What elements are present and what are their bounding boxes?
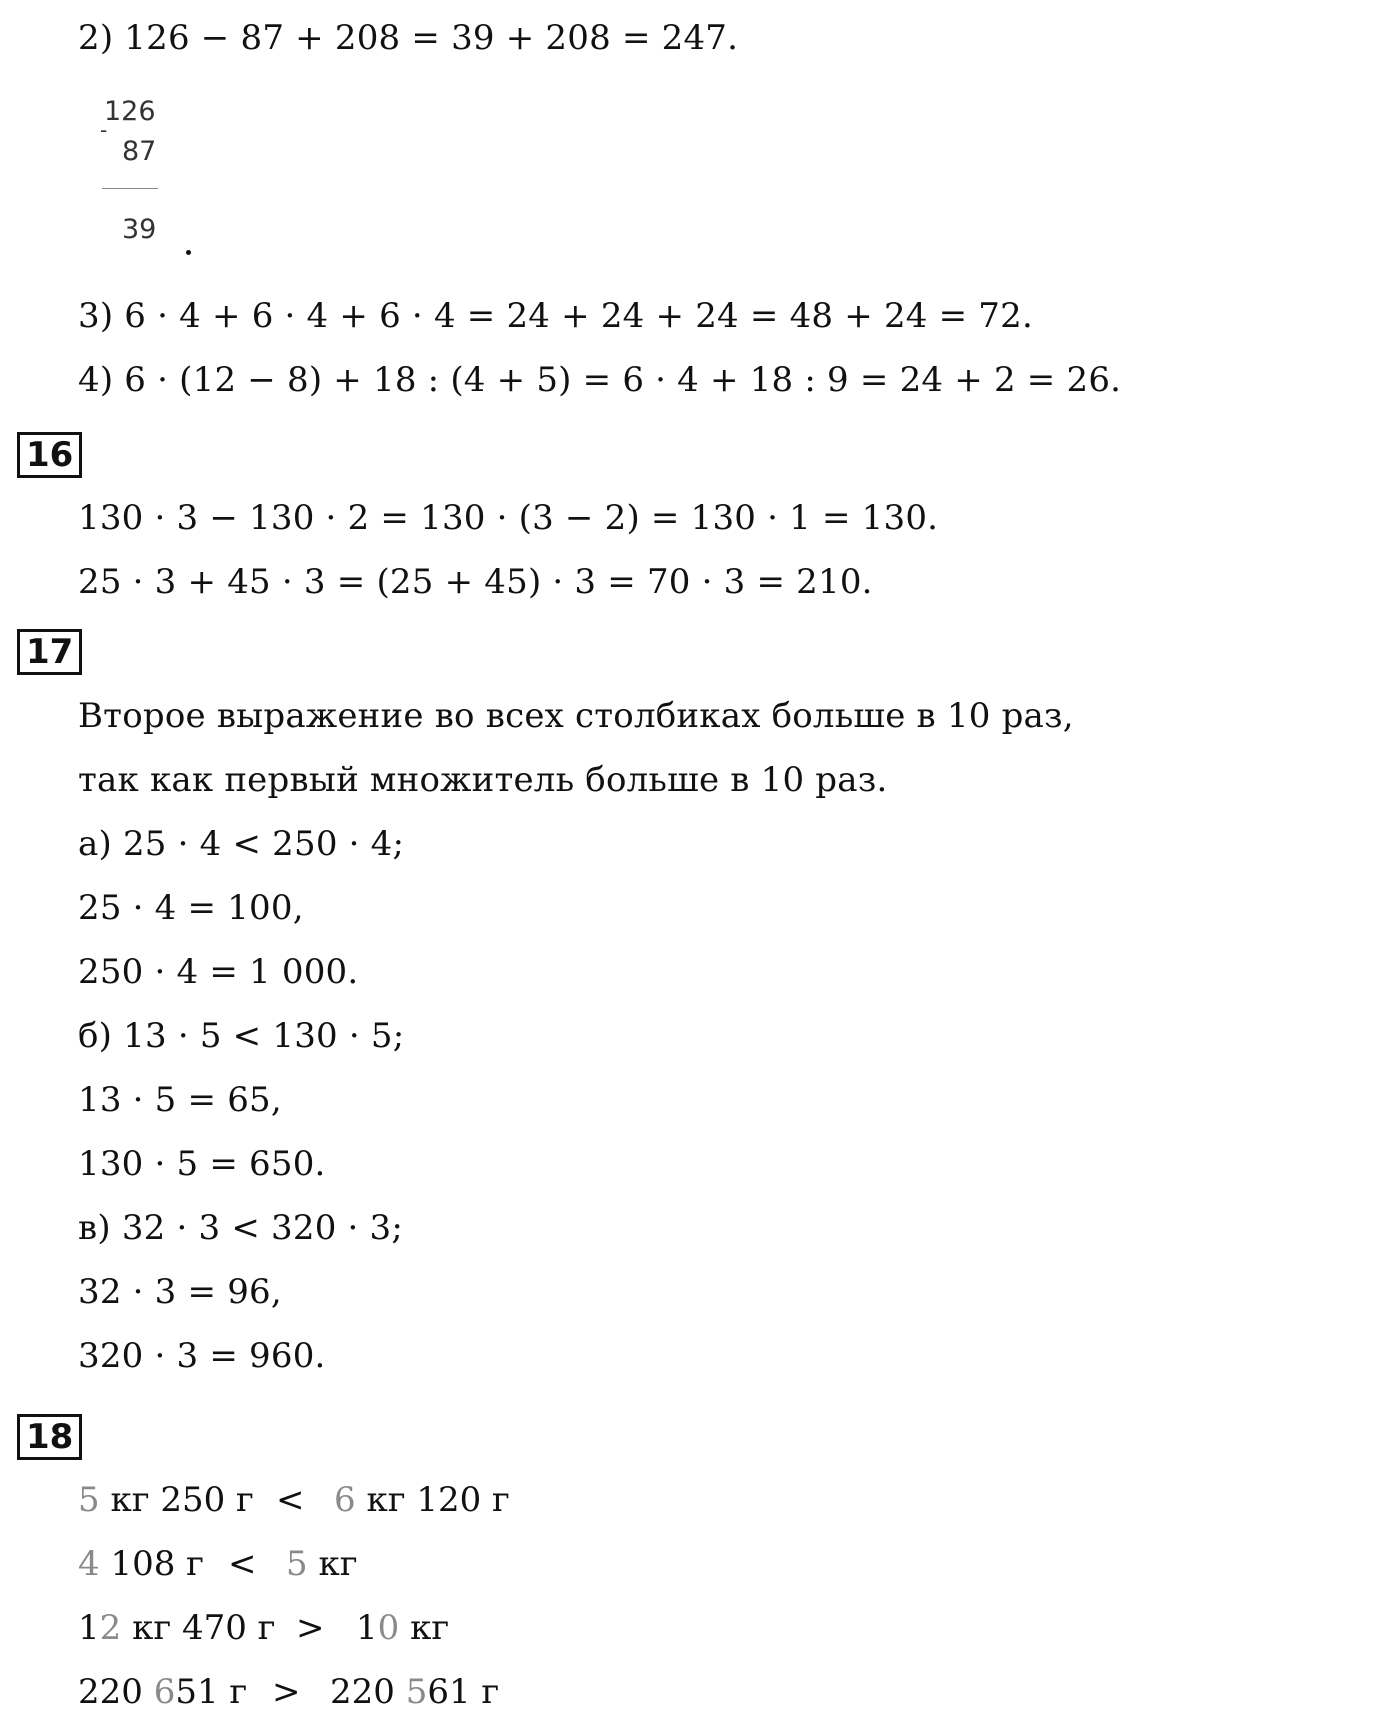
comparison-sign: >: [272, 1672, 301, 1712]
task17-line: 250 · 4 = 1 000.: [78, 952, 359, 992]
task-number-18: 18: [17, 1414, 82, 1460]
comparison-sign: <: [228, 1544, 257, 1584]
comparison-left: [78, 1670, 247, 1714]
inserted-digit: 5: [286, 1544, 308, 1584]
task17-line: а) 25 · 4 < 250 · 4;: [78, 824, 405, 864]
comparison-text: 220: [330, 1672, 406, 1712]
comparison-sign: >: [296, 1608, 325, 1648]
comparison-text: кг 470 г: [121, 1608, 276, 1648]
inserted-digit: 0: [377, 1608, 400, 1648]
task-number-17: 17: [17, 629, 82, 675]
task17-line: так как первый множитель больше в 10 раз.: [78, 760, 888, 800]
inserted-digit: 4: [78, 1544, 100, 1584]
comparison-text: 108 г: [99, 1544, 204, 1584]
column-minuend: 126: [104, 96, 156, 127]
period-mark: [186, 250, 191, 255]
comparison-text: 220: [78, 1672, 154, 1712]
column-result: 39: [122, 214, 157, 245]
comparison-text: 51 г: [175, 1672, 248, 1712]
comparison-right: [330, 1670, 499, 1714]
task15-line-4: 4) 6 · (12 − 8) + 18 : (4 + 5) = 6 · 4 + 18 : 9 = 24 + 2 = 26.: [78, 360, 1122, 400]
comparison-text: кг: [307, 1544, 358, 1584]
comparison-text: 1: [356, 1608, 378, 1648]
task17-line: 25 · 4 = 100,: [78, 888, 304, 928]
comparison-text: 1: [78, 1608, 100, 1648]
inserted-digit: 5: [78, 1480, 100, 1520]
task-number-16: 16: [17, 432, 82, 478]
comparison-left: [78, 1606, 275, 1650]
comparison-right: [334, 1478, 510, 1522]
task17-line: Второе выражение во всех столбиках больше в 10 раз,: [78, 696, 1074, 736]
column-divider: [102, 188, 158, 189]
comparison-right: [286, 1542, 358, 1586]
task15-line-3: 3) 6 · 4 + 6 · 4 + 6 · 4 = 24 + 24 + 24 = 48 + 24 = 72.: [78, 296, 1033, 336]
task17-line: б) 13 · 5 < 130 · 5;: [78, 1016, 405, 1056]
task15-line-2: 2) 126 − 87 + 208 = 39 + 208 = 247.: [78, 18, 739, 58]
task17-line: 320 · 3 = 960.: [78, 1336, 326, 1376]
task16-line-1: 130 · 3 − 130 · 2 = 130 · (3 − 2) = 130 · 1 = 130.: [78, 498, 939, 538]
task17-line: 130 · 5 = 650.: [78, 1144, 326, 1184]
task16-line-2: 25 · 3 + 45 · 3 = (25 + 45) · 3 = 70 · 3 = 210.: [78, 562, 873, 602]
comparison-text: кг: [399, 1608, 450, 1648]
comparison-text: кг 250 г: [99, 1480, 254, 1520]
task17-line: 32 · 3 = 96,: [78, 1272, 282, 1312]
comparison-text: кг 120 г: [355, 1480, 510, 1520]
task17-line: в) 32 · 3 < 320 · 3;: [78, 1208, 404, 1248]
column-subtrahend: 87: [122, 136, 157, 167]
inserted-digit: 2: [99, 1608, 122, 1648]
comparison-text: 61 г: [427, 1672, 500, 1712]
comparison-right: [356, 1606, 449, 1650]
inserted-digit: 5: [405, 1672, 428, 1712]
comparison-left: [78, 1542, 204, 1586]
task17-line: 13 · 5 = 65,: [78, 1080, 282, 1120]
comparison-sign: <: [276, 1480, 305, 1520]
inserted-digit: 6: [334, 1480, 356, 1520]
inserted-digit: 6: [153, 1672, 176, 1712]
comparison-left: [78, 1478, 254, 1522]
column-minus-sign: -: [100, 118, 108, 142]
